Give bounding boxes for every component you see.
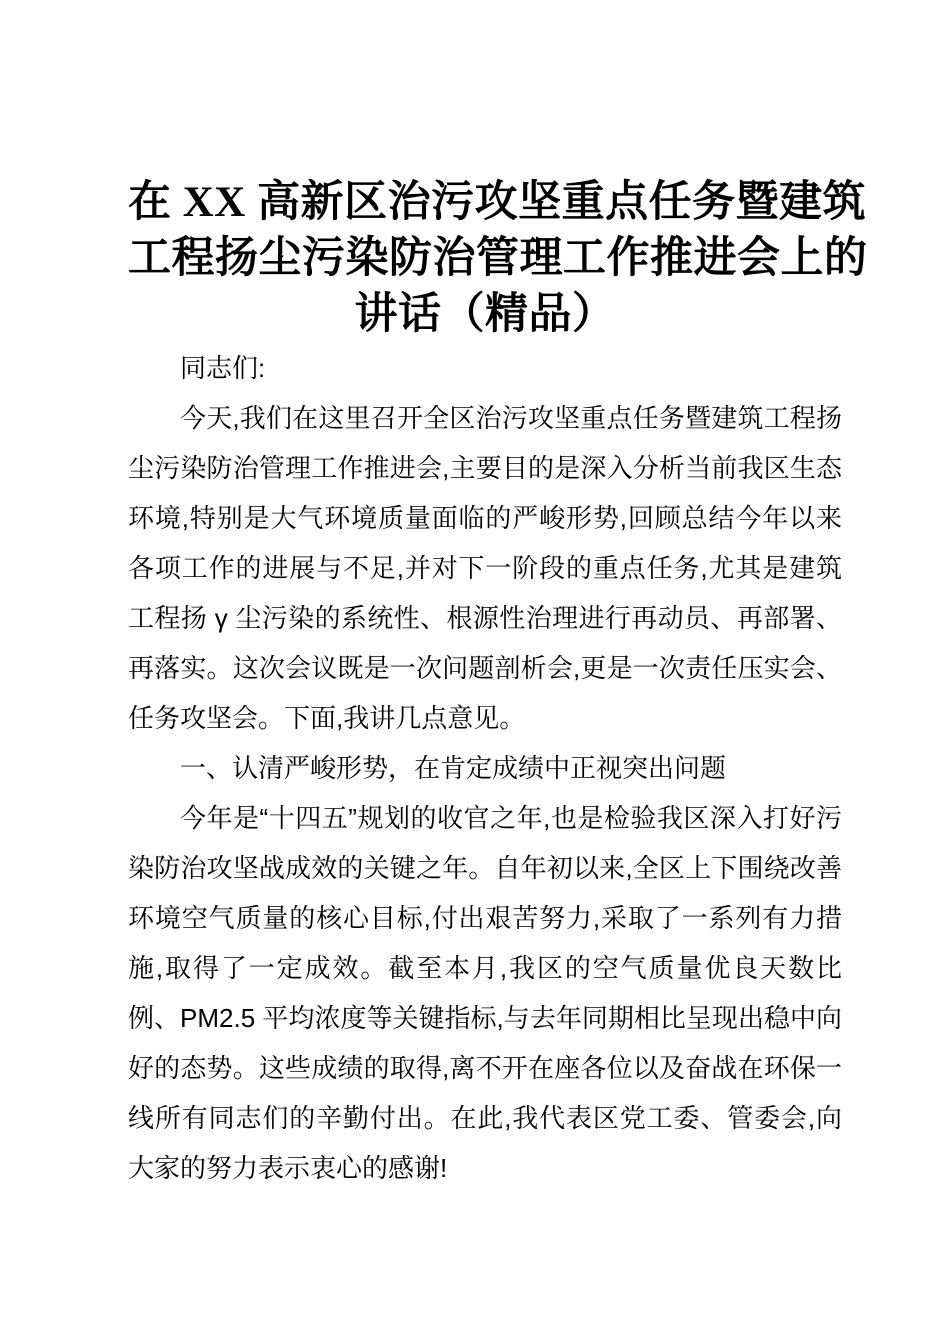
- document-title-line-3: 讲话（精品）: [354, 291, 616, 338]
- document-title-line-2: 工程扬尘污染防治管理工作推进会上的: [128, 235, 868, 282]
- opening-paragraph: 今天,我们在这里召开全区治污攻坚重点任务暨建筑工程扬尘污染防治管理工作推进会,主要目的是深入分析当前我区生态环境,特别是大气环境质量面临的严峻形势,回顾总结今年以来各项工作的进展与不足,并对下一阶段的重点任务,尤其是建筑工程扬 γ 尘污染的系统性、根源性治理进行再动员、再部署、再落实。这次会议既是一次问题剖析会,更是一次责任压实会、任务攻坚会。下面,我讲几点意见。: [128, 403, 842, 733]
- document-title-line-1: 在 XX 高新区治污攻坚重点任务暨建筑: [128, 179, 867, 226]
- document-body: [128, 343, 842, 1193]
- document-title: [128, 175, 868, 343]
- section-body-paragraph: 今年是“十四五”规划的收官之年,也是检验我区深入打好污染防治攻坚战成效的关键之年。自年初以来,全区上下围绕改善环境空气质量的核心目标,付出艰苦努力,采取了一系列有力措施,取得了一定成效。截至本月,我区的空气质量优良天数比例、PM2.5 平均浓度等关键指标,与去年同期相比呈现出稳中向好的态势。这些成绩的取得,离不开在座各位以及奋战在环保一线所有同志们的辛勤付出。在此,我代表区党工委、管委会,向大家的努力表示衷心的感谢!: [128, 803, 842, 1183]
- salutation-paragraph: 同志们:: [180, 353, 266, 383]
- section-heading: 一、认清严峻形势，在肯定成绩中正视突出问题: [180, 753, 727, 783]
